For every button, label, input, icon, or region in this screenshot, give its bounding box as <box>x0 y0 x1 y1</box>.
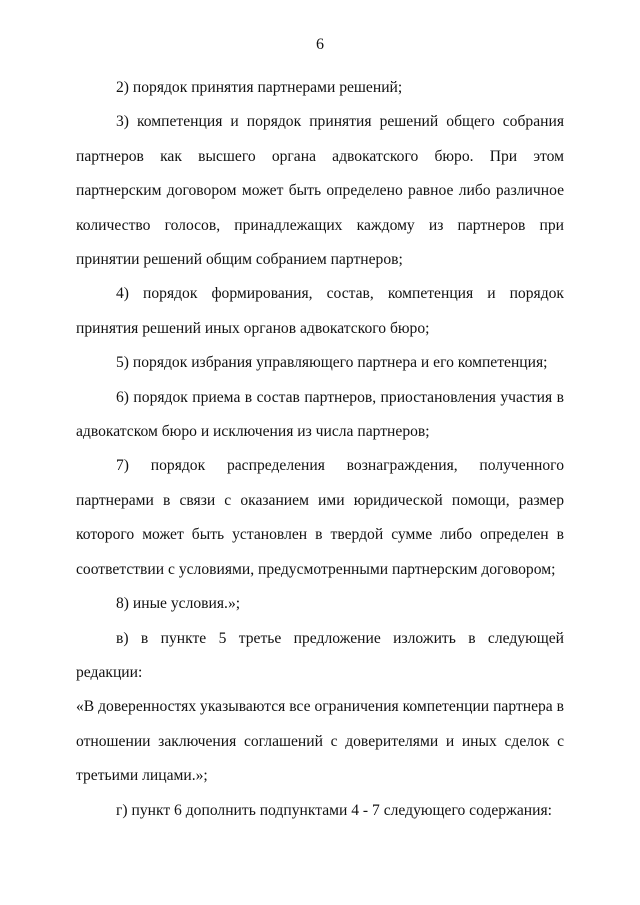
paragraph-item-2: 2) порядок принятия партнерами решений; <box>116 79 403 96</box>
paragraph-item-8: 8) иные условия.»; <box>116 595 241 613</box>
paragraph-item-3: 3) компетенция и порядок принятия решений общего собрания партнеров как высшего органа адвокатского бюро. При этом партнерским договором может быть определено равное либо различное количество голосов, принадлежащих каждому из партнеров при принятии решений общим собранием партнеров; <box>76 113 564 269</box>
paragraph-item-4: 4) порядок формирования, состав, компетенция и порядок принятия решений иных органов адвокатского бюро; <box>76 285 564 337</box>
document-body <box>76 71 564 828</box>
paragraph-item-7: 7) порядок распределения вознаграждения, полученного партнерами в связи с оказанием ими юридической помощи, размер которого может быть установлен в твердой сумме либо определен в соответствии с условиями, предусмотренными партнерским договором; <box>76 457 564 578</box>
paragraph-subpoint-v: в) в пункте 5 третье предложение изложить в следующей редакции: <box>76 629 564 681</box>
paragraph-item-5: 5) порядок избрания управляющего партнера и его компетенция; <box>116 354 548 372</box>
paragraph-subpoint-g: г) пункт 6 дополнить подпунктами 4 - 7 следующего содержания: <box>116 801 552 819</box>
paragraph-item-6: 6) порядок приема в состав партнеров, приостановления участия в адвокатском бюро и исключения из числа партнеров; <box>76 388 564 441</box>
paragraph-quote: «В доверенностях указываются все ограничения компетенции партнера в отношении заключения соглашений с доверителями и иных сделок с третьими лицами.»; <box>76 698 564 785</box>
page-number: 6 <box>316 36 324 53</box>
